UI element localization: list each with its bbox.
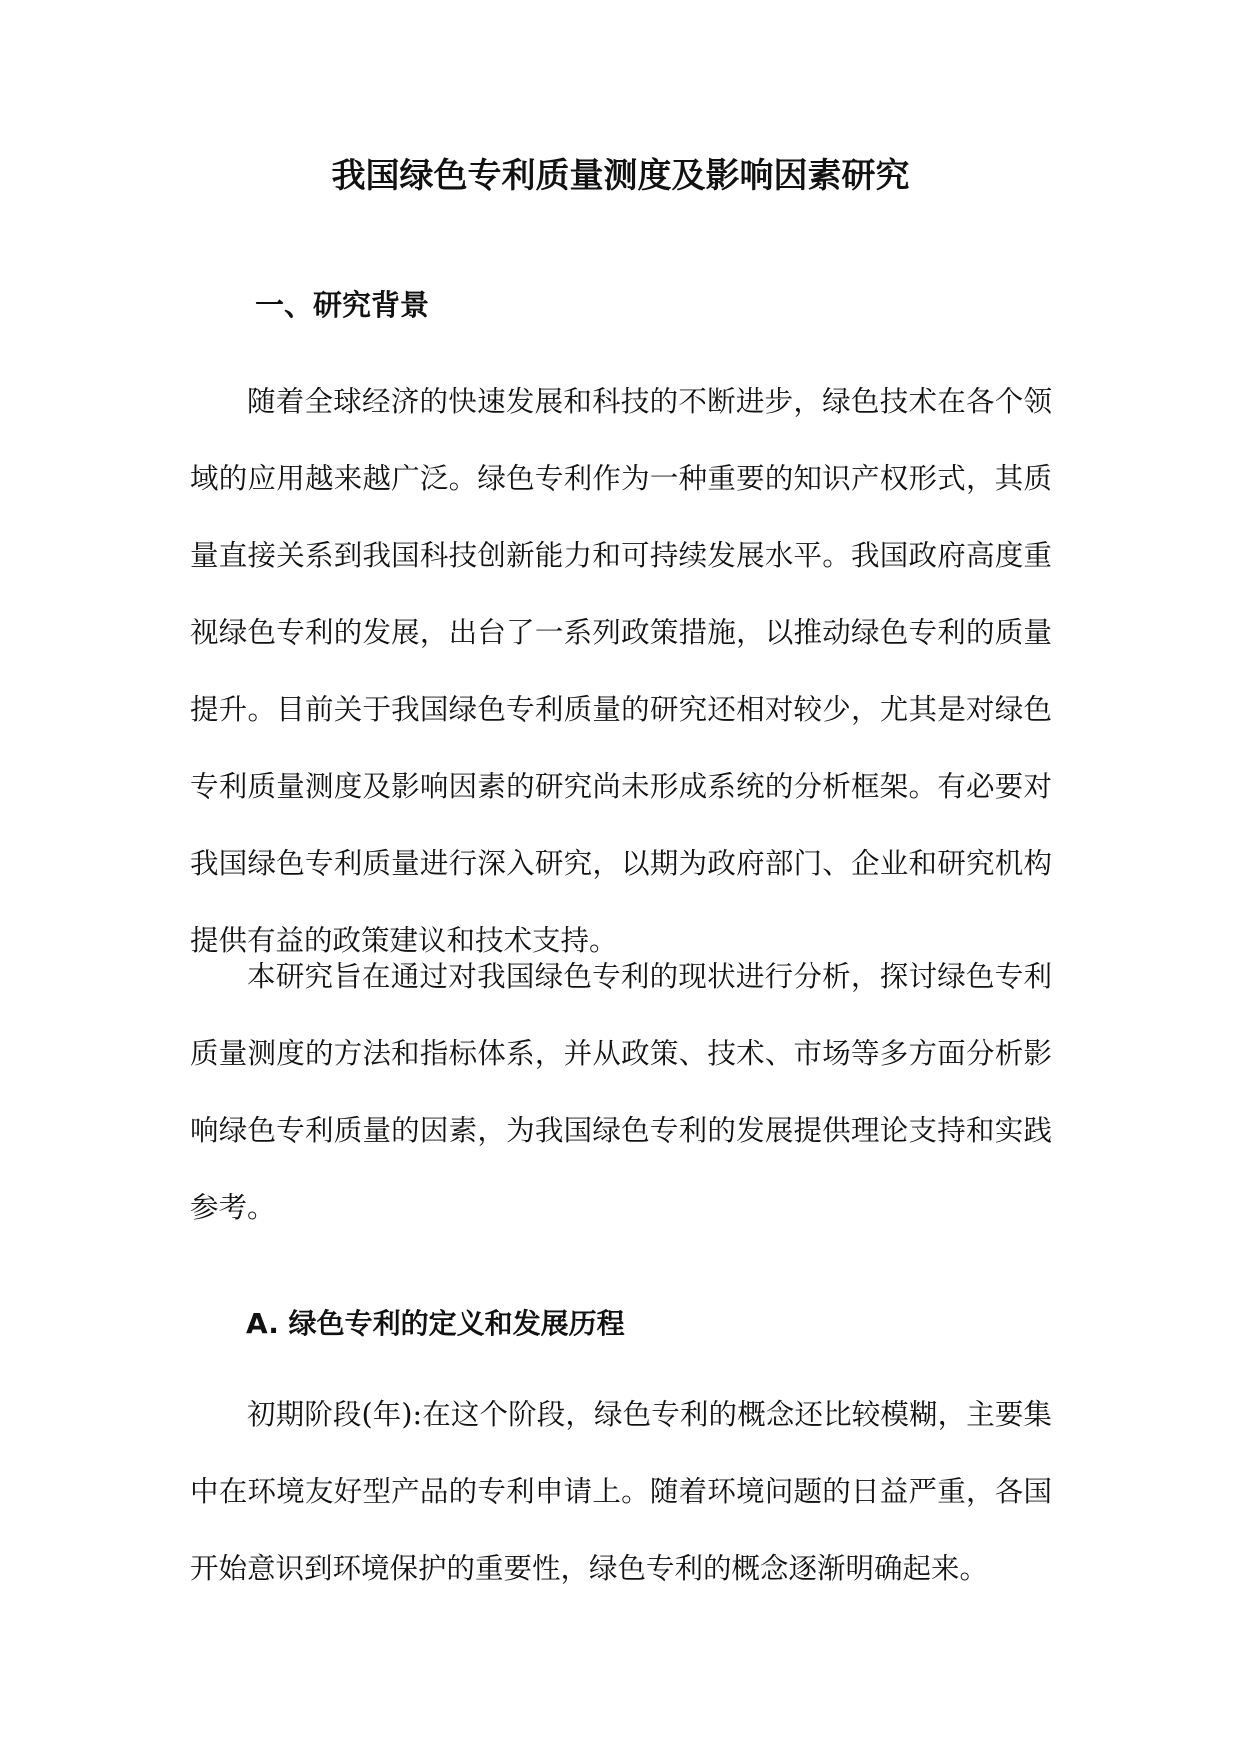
background-paragraph-1: 随着全球经济的快速发展和科技的不断进步，绿色技术在各个领域的应用越来越广泛。绿色专利作为一种重要的知识产权形式，其质量直接关系到我国科技创新能力和可持续发展水平。我国政府高度重视绿色专利的发展，出台了一系列政策措施，以推动绿色专利的质量提升。目前关于我国绿色专利质量的研究还相对较少，尤其是对绿色专利质量测度及影响因素的研究尚未形成系统的分析框架。有必要对我国绿色专利质量进行深入研究，以期为政府部门、企业和研究机构提供有益的政策建议和技术支持。 <box>190 385 1052 957</box>
document-title: 我国绿色专利质量测度及影响因素研究 <box>331 156 910 196</box>
section-heading-research-background: 一、研究背景 <box>255 288 430 322</box>
subsection-heading-definition-history: A. 绿色专利的定义和发展历程 <box>246 1307 625 1340</box>
definition-history-paragraph-1: 初期阶段(年):在这个阶段，绿色专利的概念还比较模糊，主要集中在环境友好型产品的专利申请上。随着环境问题的日益严重，各国开始意识到环境保护的重要性，绿色专利的概念逐渐明确起来。 <box>190 1398 1052 1585</box>
background-paragraph-2: 本研究旨在通过对我国绿色专利的现状进行分析，探讨绿色专利质量测度的方法和指标体系，并从政策、技术、市场等多方面分析影响绿色专利质量的因素，为我国绿色专利的发展提供理论支持和实践参考。 <box>190 960 1052 1224</box>
